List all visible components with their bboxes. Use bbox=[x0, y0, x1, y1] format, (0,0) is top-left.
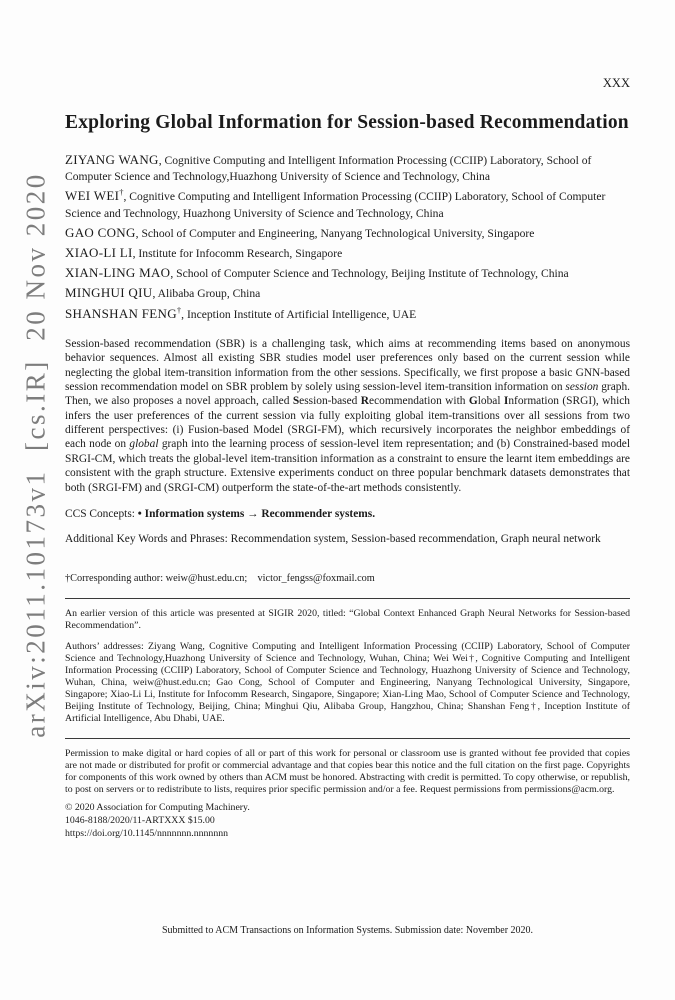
author-name: XIAN-LING MAO bbox=[65, 265, 171, 281]
earlier-version-note: An earlier version of this article was presented at SIGIR 2020, titled: “Global Context Enhanced Graph Neural Networks for Session-based Recommendation”. bbox=[65, 608, 630, 632]
author-name: MINGHUI QIU bbox=[65, 285, 153, 301]
page-folio: XXX bbox=[602, 76, 630, 90]
ccs-label: CCS Concepts: bbox=[65, 507, 138, 520]
author-name: WEI WEI bbox=[65, 188, 120, 204]
corresponding-author-footnote: †Corresponding author: weiw@hust.edu.cn; victor_fengss@foxmail.com bbox=[65, 572, 375, 584]
doi-link[interactable]: https://doi.org/10.1145/nnnnnnn.nnnnnnn bbox=[65, 828, 229, 840]
author-name: SHANSHAN FENG bbox=[65, 305, 177, 321]
author-dagger: † bbox=[176, 304, 182, 315]
ccs-content: • Information systems → Recommender systems. bbox=[137, 507, 376, 520]
paper-content bbox=[65, 0, 630, 840]
author-line bbox=[65, 305, 630, 323]
author-line bbox=[65, 264, 630, 282]
paper-title: Exploring Global Information for Session-based Recommendation bbox=[65, 112, 629, 133]
divider bbox=[65, 598, 630, 599]
author-line bbox=[65, 187, 630, 221]
abstract: Session-based recommendation (SBR) is a challenging task, which aims at recommending items based on anonymous behavior sequences. Almost all existing SBR studies model user preferences only based on the current session while neglecting the global item-transition information from the other sessions. Specifically, we first propose a basic GNN-based session recommendation model on SBR problem by solely using session-level item-transition information on session graph. Then, we also proposes a novel approach, called Session-based Recommendation with Global Information (SRGI), which infers the user preferences of the current session via fully exploiting global item-transitions over all sessions from two different perspectives: (i) Fusion-based Model (SRGI-FM), which recursively incorporates the neighbor embeddings of each node on global graph into the learning process of session-level item representation; and (b) Constrained-based model SRGI-CM, which treats the global-level item-transition information as a constraint to ensure the learnt item embeddings are consistent with the graph structure. Extensive experiments conduct on three popular benchmark datasets demonstrates that both (SRGI-FM) and (SRGI-CM) outperform the state-of-the-art methods consistently. bbox=[65, 337, 630, 494]
author-name: ZIYANG WANG bbox=[65, 151, 159, 167]
submission-footer: Submitted to ACM Transactions on Information Systems. Submission date: November 2020. bbox=[161, 925, 534, 936]
author-list bbox=[65, 151, 630, 323]
author-line bbox=[65, 224, 630, 242]
issn-price-line: 1046-8188/2020/11-ARTXXX $15.00 bbox=[65, 814, 215, 826]
author-affiliation: , Alibaba Group, China bbox=[152, 287, 261, 301]
author-line bbox=[65, 244, 630, 262]
author-affiliation: , School of Computer and Engineering, Nanyang Technological University, Singapore bbox=[135, 226, 535, 240]
author-name: XIAO-LI LI bbox=[65, 245, 133, 261]
author-line bbox=[65, 151, 630, 185]
author-affiliation: , School of Computer Science and Technology, Beijing Institute of Technology, China bbox=[170, 267, 569, 281]
author-affiliation: , Cognitive Computing and Intelligent Information Processing (CCIIP) Laboratory, School of Computer Science and Technology, Huazhong University of Science and Technology, China bbox=[65, 190, 606, 220]
author-line bbox=[65, 284, 630, 302]
author-affiliation: , Cognitive Computing and Intelligent Information Processing (CCIIP) Laboratory, School of Computer Science and Technology,Huazhong University of Science and Technology, China bbox=[65, 153, 592, 184]
author-dagger: † bbox=[119, 187, 124, 198]
author-name: GAO CONG bbox=[65, 224, 136, 240]
author-affiliation: , Institute for Infocomm Research, Singapore bbox=[132, 247, 343, 261]
ccs-concepts bbox=[65, 507, 630, 522]
authors-addresses: Authors’ addresses: Ziyang Wang, Cognitive Computing and Intelligent Information Processing (CCIIP) Laboratory, School of Computer Science and Technology,Huazhong University of Science and Technology, Wuhan, China; Wei Wei†, Cognitive Computing and Intelligent Information Processing (CCIIP) Laboratory, School of Computer Science and Technology, Huazhong University of Science and Technology, Wuhan, China, weiw@hust.edu.cn; Gao Cong, School of Computer and Engineering, Nanyang Technological University, Singapore, Singapore; Xiao-Li Li, Institute for Infocomm Research, Singapore, Singapore; Xian-Ling Mao, School of Computer Science and Technology, Beijing Institute of Technology, Beijing, China; Minghui Qiu, Alibaba Group, Hangzhou, China; Shanshan Feng†, Inception Institute of Artificial Intelligence, Abu Dhabi, UAE. bbox=[65, 641, 630, 724]
arxiv-stamp: arXiv:2011.10173v1 [cs.IR] 20 Nov 2020 bbox=[20, 172, 51, 738]
divider bbox=[65, 738, 630, 739]
copyright-line: © 2020 Association for Computing Machinery. bbox=[65, 801, 250, 813]
keywords: Additional Key Words and Phrases: Recommendation system, Session-based recommendation, Graph neural network bbox=[65, 532, 601, 545]
permission-notice: Permission to make digital or hard copies of all or part of this work for personal or classroom use is granted without fee provided that copies are not made or distributed for profit or commercial advantage and that copies bear this notice and the full citation on the first page. Copyrights for components of this work owned by others than ACM must be honored. Abstracting with credit is permitted. To copy otherwise, or republish, to post on servers or to redistribute to lists, requires prior specific permission and/or a fee. Request permissions from permissions@acm.org. bbox=[65, 747, 630, 795]
author-affiliation: , Inception Institute of Artificial Intelligence, UAE bbox=[181, 307, 417, 321]
